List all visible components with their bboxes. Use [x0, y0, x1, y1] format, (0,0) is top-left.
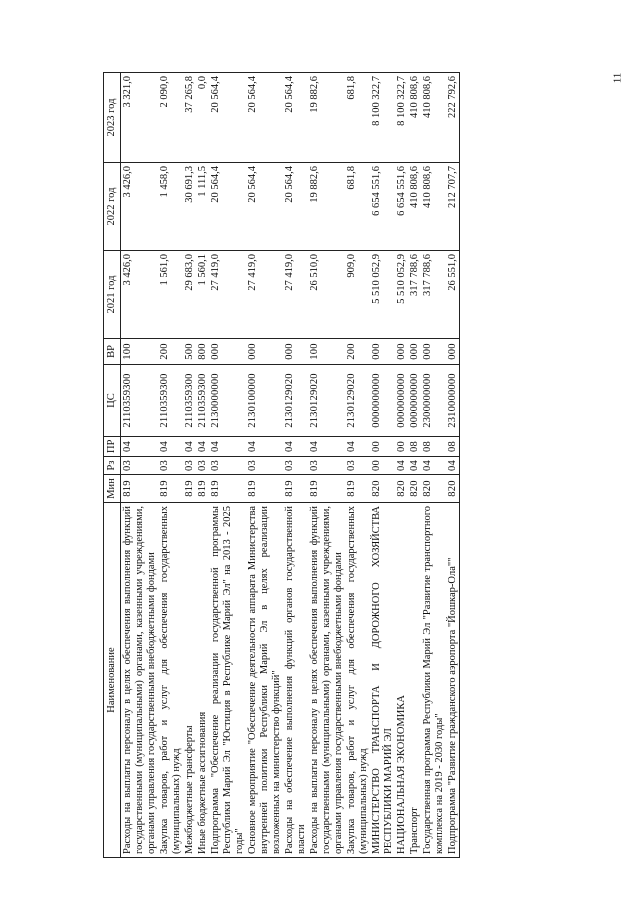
- cell-rz: 03: [158, 457, 183, 475]
- cell-min: 819: [196, 475, 209, 503]
- cell-cs: 2110359300: [183, 365, 196, 437]
- cell-rz: 00: [370, 457, 395, 475]
- cell-y2023: 8 100 322,7: [370, 73, 395, 163]
- cell-rz: 04: [395, 457, 408, 475]
- cell-y2023: 20 564,4: [209, 73, 246, 163]
- cell-name: Закупка товаров, работ и услуг для обеспечения государственных (муниципальных) нужд: [158, 503, 183, 858]
- cell-pr: 04: [209, 437, 246, 457]
- cell-min: 819: [121, 475, 159, 503]
- cell-rz: 03: [345, 457, 370, 475]
- cell-pr: 04: [183, 437, 196, 457]
- cell-y2021: 1 560,1: [196, 251, 209, 339]
- cell-y2021: 317 788,6: [408, 251, 421, 339]
- cell-cs: 2130129020: [308, 365, 345, 437]
- cell-y2023: 19 882,6: [308, 73, 345, 163]
- cell-pr: 00: [370, 437, 395, 457]
- cell-y2022: 6 654 551,6: [370, 163, 395, 251]
- cell-y2021: 26 551,0: [446, 251, 460, 339]
- cell-y2021: 27 419,0: [283, 251, 308, 339]
- cell-rz: 04: [408, 457, 421, 475]
- cell-y2022: 410 808,6: [408, 163, 421, 251]
- cell-y2023: 3 321,0: [121, 73, 159, 163]
- cell-cs: 2130000000: [209, 365, 246, 437]
- table-row: [345, 73, 370, 858]
- header-2021: 2021 год: [104, 251, 121, 339]
- cell-cs: 0000000000: [370, 365, 395, 437]
- cell-name: Транспорт: [408, 503, 421, 858]
- cell-min: 819: [158, 475, 183, 503]
- cell-y2023: 37 265,8: [183, 73, 196, 163]
- cell-y2021: 27 419,0: [209, 251, 246, 339]
- cell-cs: 2300000000: [421, 365, 446, 437]
- cell-y2022: 20 564,4: [283, 163, 308, 251]
- cell-pr: 08: [421, 437, 446, 457]
- cell-name: НАЦИОНАЛЬНАЯ ЭКОНОМИКА: [395, 503, 408, 858]
- cell-name: Расходы на выплаты персоналу в целях обеспечения выполнения функций государственными (муниципальными) органами, казенными учреждениями, органами управления государственными внебюджетными фондами: [121, 503, 159, 858]
- table-row: [158, 73, 183, 858]
- cell-vr: 100: [121, 339, 159, 365]
- table-header: [104, 73, 121, 858]
- cell-vr: 000: [421, 339, 446, 365]
- cell-min: 819: [209, 475, 246, 503]
- cell-y2021: 27 419,0: [246, 251, 283, 339]
- cell-vr: 000: [209, 339, 246, 365]
- cell-pr: 08: [446, 437, 460, 457]
- cell-pr: 00: [395, 437, 408, 457]
- cell-y2022: 20 564,4: [246, 163, 283, 251]
- cell-y2022: 212 707,7: [446, 163, 460, 251]
- cell-min: 819: [183, 475, 196, 503]
- cell-y2023: 20 564,4: [283, 73, 308, 163]
- cell-pr: 08: [408, 437, 421, 457]
- cell-vr: 000: [446, 339, 460, 365]
- table-row: [183, 73, 196, 858]
- cell-vr: 100: [308, 339, 345, 365]
- cell-rz: 04: [446, 457, 460, 475]
- cell-name: Основное мероприятие "Обеспечение деятельности аппарата Министерства внутренней политики Республики Марий Эл в целях реализации возложенных на министерство функций": [246, 503, 283, 858]
- cell-y2022: 1 458,0: [158, 163, 183, 251]
- cell-min: 819: [345, 475, 370, 503]
- cell-y2021: 317 788,6: [421, 251, 446, 339]
- cell-vr: 000: [370, 339, 395, 365]
- cell-cs: 2130100000: [246, 365, 283, 437]
- cell-name: Межбюджетные трансферты: [183, 503, 196, 858]
- cell-rz: 03: [308, 457, 345, 475]
- cell-vr: 000: [246, 339, 283, 365]
- cell-y2022: 19 882,6: [308, 163, 345, 251]
- table-row: [246, 73, 283, 858]
- cell-y2023: 681,8: [345, 73, 370, 163]
- cell-rz: 04: [421, 457, 446, 475]
- header-pr: ПР: [104, 437, 121, 457]
- cell-y2023: 2 090,0: [158, 73, 183, 163]
- cell-pr: 04: [121, 437, 159, 457]
- cell-y2021: 5 510 052,9: [395, 251, 408, 339]
- cell-rz: 03: [121, 457, 159, 475]
- cell-vr: 800: [196, 339, 209, 365]
- cell-vr: 000: [395, 339, 408, 365]
- cell-rz: 03: [209, 457, 246, 475]
- cell-cs: 2110359300: [121, 365, 159, 437]
- cell-cs: 2130129020: [283, 365, 308, 437]
- cell-pr: 04: [196, 437, 209, 457]
- table-body: [121, 73, 460, 858]
- cell-y2022: 410 808,6: [421, 163, 446, 251]
- table-row: [408, 73, 421, 858]
- cell-cs: 2110359300: [158, 365, 183, 437]
- table-row: [395, 73, 408, 858]
- cell-name: Подпрограмма "Развитие гражданского аэропорта "Йошкар-Ола"": [446, 503, 460, 858]
- table-row: [121, 73, 159, 858]
- cell-y2021: 5 510 052,9: [370, 251, 395, 339]
- header-rz: Рз: [104, 457, 121, 475]
- header-2023: 2023 год: [104, 73, 121, 163]
- cell-vr: 500: [183, 339, 196, 365]
- cell-rz: 03: [183, 457, 196, 475]
- header-min: Мин: [104, 475, 121, 503]
- header-name: Наименование: [104, 503, 121, 858]
- cell-y2021: 3 426,0: [121, 251, 159, 339]
- header-vr: ВР: [104, 339, 121, 365]
- cell-cs: 0000000000: [395, 365, 408, 437]
- cell-name: Закупка товаров, работ и услуг для обеспечения государственных (муниципальных) нужд: [345, 503, 370, 858]
- rotated-page: [103, 73, 563, 858]
- cell-rz: 03: [196, 457, 209, 475]
- cell-vr: 000: [283, 339, 308, 365]
- table-row: [370, 73, 395, 858]
- header-cs: ЦС: [104, 365, 121, 437]
- table-row: [283, 73, 308, 858]
- table-row: [196, 73, 209, 858]
- page-number: 11: [611, 72, 624, 84]
- cell-cs: 2110359300: [196, 365, 209, 437]
- cell-vr: 000: [408, 339, 421, 365]
- table-row: [446, 73, 460, 858]
- cell-min: 820: [421, 475, 446, 503]
- cell-min: 820: [446, 475, 460, 503]
- cell-y2021: 1 561,0: [158, 251, 183, 339]
- cell-pr: 04: [283, 437, 308, 457]
- cell-pr: 04: [246, 437, 283, 457]
- table-row: [308, 73, 345, 858]
- table-row: [209, 73, 246, 858]
- cell-pr: 04: [158, 437, 183, 457]
- cell-min: 820: [408, 475, 421, 503]
- cell-vr: 200: [158, 339, 183, 365]
- header-2022: 2022 год: [104, 163, 121, 251]
- cell-y2023: 20 564,4: [246, 73, 283, 163]
- cell-y2022: 30 691,3: [183, 163, 196, 251]
- cell-y2022: 6 654 551,6: [395, 163, 408, 251]
- cell-cs: 2310000000: [446, 365, 460, 437]
- cell-pr: 04: [308, 437, 345, 457]
- cell-y2023: 410 808,6: [421, 73, 446, 163]
- cell-y2022: 1 111,5: [196, 163, 209, 251]
- cell-y2021: 909,0: [345, 251, 370, 339]
- cell-y2022: 681,8: [345, 163, 370, 251]
- cell-min: 820: [395, 475, 408, 503]
- cell-pr: 04: [345, 437, 370, 457]
- cell-name: Подпрограмма "Обеспечение реализации государственной программы Республики Марий Эл "Юстиция в Республике Марий Эл" на 2013 - 2025 годы": [209, 503, 246, 858]
- cell-y2023: 410 808,6: [408, 73, 421, 163]
- cell-min: 820: [370, 475, 395, 503]
- cell-vr: 200: [345, 339, 370, 365]
- cell-name: Государственная программа Республики Марий Эл "Развитие транспортного комплекса на 2019 - 2030 годы": [421, 503, 446, 858]
- table-row: [421, 73, 446, 858]
- cell-min: 819: [283, 475, 308, 503]
- cell-y2023: 222 792,6: [446, 73, 460, 163]
- cell-rz: 03: [246, 457, 283, 475]
- cell-y2022: 3 426,0: [121, 163, 159, 251]
- cell-y2022: 20 564,4: [209, 163, 246, 251]
- cell-name: Иные бюджетные ассигнования: [196, 503, 209, 858]
- cell-y2021: 29 683,0: [183, 251, 196, 339]
- budget-table: [103, 72, 460, 858]
- cell-name: Расходы на выплаты персоналу в целях обеспечения выполнения функций государственными (муниципальными) органами, казенными учреждениями, органами управления государственными внебюджетными фондами: [308, 503, 345, 858]
- cell-min: 819: [246, 475, 283, 503]
- cell-min: 819: [308, 475, 345, 503]
- cell-cs: 0000000000: [408, 365, 421, 437]
- cell-rz: 03: [283, 457, 308, 475]
- cell-y2021: 26 510,0: [308, 251, 345, 339]
- cell-cs: 2130129020: [345, 365, 370, 437]
- cell-name: Расходы на обеспечение выполнения функций органов государственной власти: [283, 503, 308, 858]
- cell-y2023: 0,0: [196, 73, 209, 163]
- cell-name: МИНИСТЕРСТВО ТРАНСПОРТА И ДОРОЖНОГО ХОЗЯЙСТВА РЕСПУБЛИКИ МАРИЙ ЭЛ: [370, 503, 395, 858]
- cell-y2023: 8 100 322,7: [395, 73, 408, 163]
